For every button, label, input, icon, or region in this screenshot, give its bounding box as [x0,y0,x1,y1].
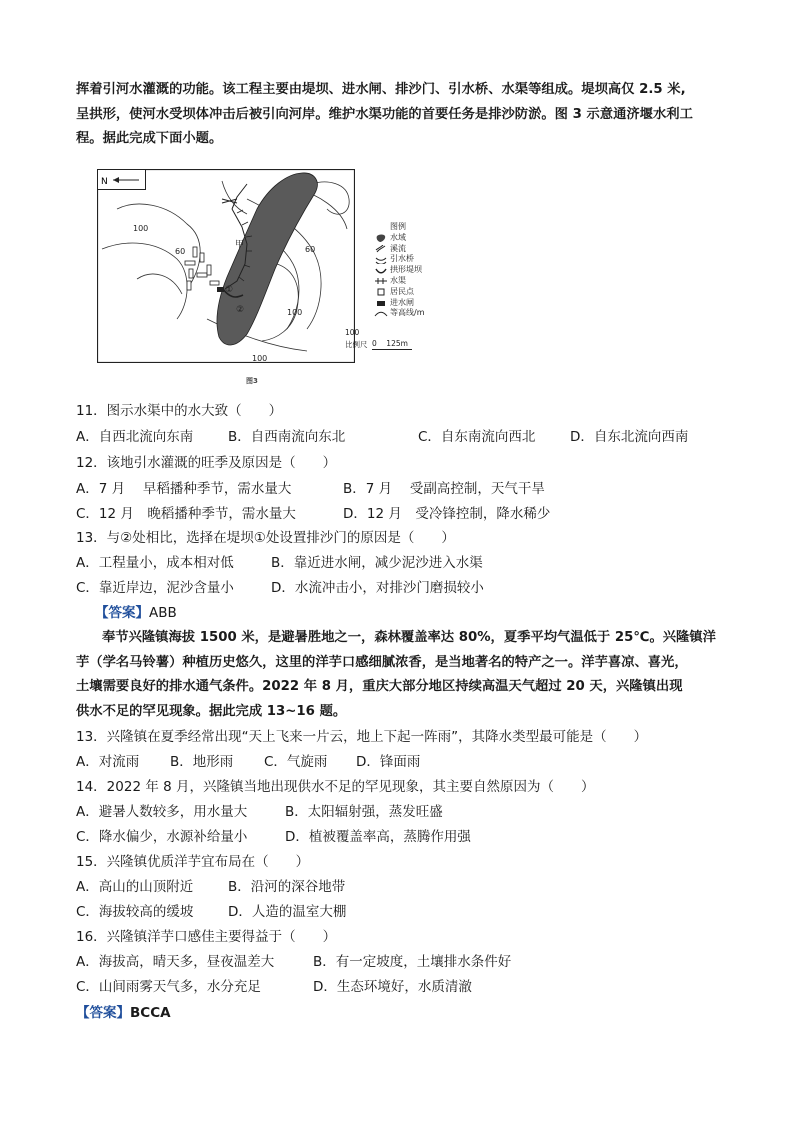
q16-option-d: D．生态环境好，水质清澈 [313,979,472,995]
q16-option-a: A．海拔高，晴天多，昼夜温差大 [76,954,275,970]
q16-stem: 16．兴隆镇洋芋口感佳主要得益于（ ） [76,929,337,945]
answer-1 [95,604,177,622]
contour-icon [372,310,390,318]
q15-option-c: C．海拔较高的缓坡 [76,904,194,920]
contour-label-100b: 100 [287,308,303,317]
q12-option-a: A．7 月 早稻播种季节，需水量大 [76,481,292,497]
canal-icon [372,277,390,285]
q13b-option-c: C．气旋雨 [264,754,328,770]
legend-contour-value: 100 [345,328,360,337]
stream-icon [372,245,390,253]
q13b-option-a: A．对流雨 [76,754,140,770]
q12-option-b: B．7 月 受副高控制，天气干旱 [343,481,545,497]
figure-caption: 图3 [246,377,258,385]
legend-item: 拱形堤坝 [372,265,425,276]
contour-label-100a: 100 [133,224,149,233]
intake-gate-icon [372,299,390,307]
dam-icon [372,267,390,275]
q15-stem: 15．兴隆镇优质洋芋宜布局在（ ） [76,854,310,870]
q15-option-d: D．人造的温室大棚 [228,904,347,920]
q11-option-b: B．自西南流向东北 [228,429,346,445]
q16-option-c: C．山间雨雾天气多，水分充足 [76,979,261,995]
north-label: N [101,177,108,187]
q15-option-a: A．高山的山顶附近 [76,879,194,895]
label-jia: 甲 [235,240,245,250]
scale-values: 0 125m [372,339,408,348]
q13b-option-b: B．地形雨 [170,754,234,770]
q13a-option-c: C．靠近岸边，泥沙含量小 [76,580,234,596]
q12-stem: 12．该地引水灌溉的旺季及原因是（ ） [76,455,337,471]
intro-line-2: 呈拱形，使河水受坝体冲击后被引向河岸。维护水渠功能的首要任务是排沙防淤。图 3 示意通济堰水利工 [76,107,693,122]
map-legend [372,222,425,319]
legend-item: 溪流 [372,244,425,255]
contour-label-100c: 100 [252,354,268,363]
label-one: ① [225,285,234,295]
intro-line-3: 程。据此完成下面小题。 [76,131,223,146]
q14-option-d: D．植被覆盖率高，蒸腾作用强 [285,829,471,845]
scale-label: 比例尺 [345,340,368,349]
passage2-line-1: 奉节兴隆镇海拔 1500 米，是避暑胜地之一，森林覆盖率达 80%，夏季平均气温低于 25℃。兴隆镇洋 [102,630,716,645]
q14-option-a: A．避暑人数较多，用水量大 [76,804,248,820]
q12-option-d: D．12 月 受冷锋控制，降水稀少 [343,506,551,522]
scale-bar [372,349,412,350]
q13b-stem: 13．兴隆镇在夏季经常出现“天上飞来一片云，地上下起一阵雨”，其降水类型最可能是（ ） [76,729,648,745]
q11-option-c: C．自东南流向西北 [418,429,536,445]
answer-tag: 【答案】 [95,605,149,621]
legend-title: 图例 [390,222,406,231]
water-icon [372,234,390,242]
q13a-option-d: D．水流冲击小，对排沙门磨损较小 [271,580,484,596]
q11-option-d: D．自东北流向西南 [570,429,689,445]
q16-option-b: B．有一定坡度，土壤排水条件好 [313,954,512,970]
q15-option-b: B．沿河的深谷地带 [228,879,346,895]
q11-stem: 11．图示水渠中的水大致（ ） [76,403,283,419]
answer-value: ABB [149,605,177,621]
q13a-option-b: B．靠近进水闸，减少泥沙进入水渠 [271,555,483,571]
legend-item: 水渠 [372,276,425,287]
answer-tag: 【答案】 [76,1005,130,1021]
answer-value: BCCA [130,1005,171,1021]
settlement-icon [372,288,390,296]
legend-item: 引水桥 [372,254,425,265]
intro-line-1: 挥着引河水灌溉的功能。该工程主要由堤坝、进水闸、排沙门、引水桥、水渠等组成。堤坝高仅 2.5 米, [76,82,686,97]
legend-item: 进水闸 [372,298,425,309]
contour-label-60a: 60 [175,247,186,256]
q14-option-c: C．降水偏少，水源补给量小 [76,829,248,845]
q13b-option-d: D．锋面雨 [356,754,421,770]
q13a-option-a: A．工程量小，成本相对低 [76,555,234,571]
passage2-line-4: 供水不足的罕见现象。据此完成 13~16 题。 [76,704,347,719]
q12-option-c: C．12 月 晚稻播种季节，需水量大 [76,506,296,522]
tongjiyan-map [97,169,355,363]
q14-option-b: B．太阳辐射强，蒸发旺盛 [285,804,443,820]
legend-item: 等高线/m [372,308,425,319]
legend-item: 水域 [372,233,425,244]
q13a-stem: 13．与②处相比，选择在堤坝①处设置排沙门的原因是（ ） [76,530,455,546]
label-two: ② [236,305,245,315]
q11-option-a: A．自西北流向东南 [76,429,194,445]
legend-item: 居民点 [372,287,425,298]
bridge-icon [372,256,390,264]
q14-stem: 14．2022 年 8 月，兴隆镇当地出现供水不足的罕见现象，其主要自然原因为（ ） [76,779,595,795]
passage2-line-2: 芋（学名马铃薯）种植历史悠久，这里的洋芋口感细腻浓香，是当地著名的特产之一。洋芋喜凉、喜光， [76,655,688,670]
passage2-line-3: 土壤需要良好的排水通气条件。2022 年 8 月，重庆大部分地区持续高温天气超过 20 天，兴隆镇出现 [76,679,683,694]
contour-label-60b: 60 [305,245,316,254]
answer-2 [76,1004,171,1022]
